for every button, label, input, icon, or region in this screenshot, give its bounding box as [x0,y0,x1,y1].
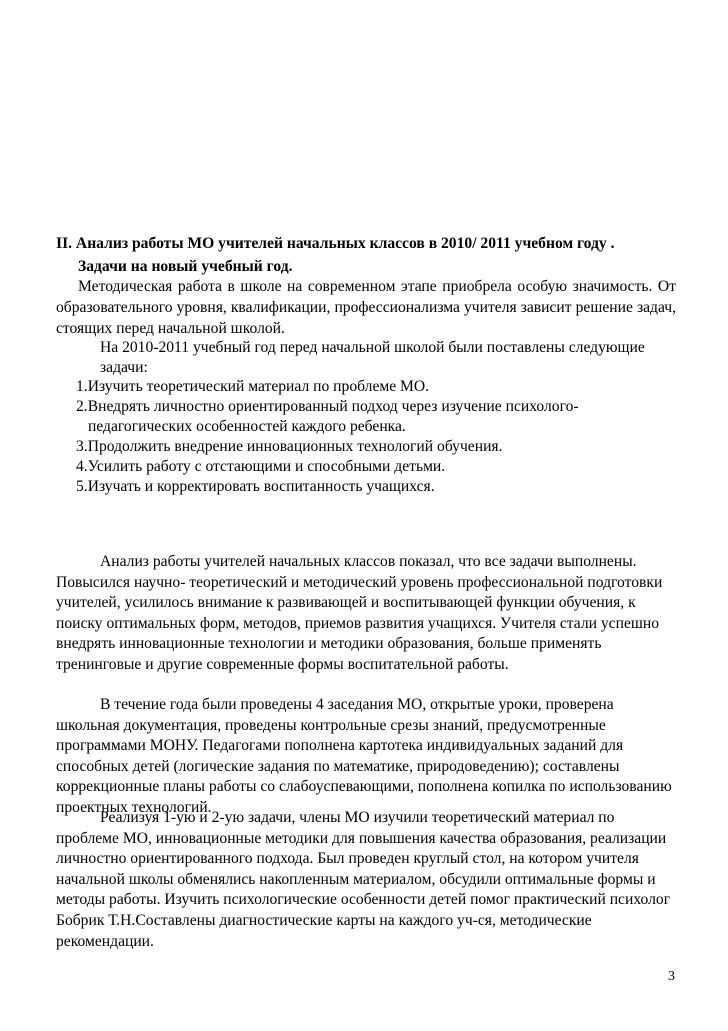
task-item: 2.Внедрять личностно ориентированный подход через изучение психолого-педагогических особенностей каждого ребенка. [76,398,579,435]
tasks-list [76,377,676,497]
implementation-paragraph: Реализуя 1-ую и 2-ую задачи, члены МО изучили теоретический материал по проблеме МО, инновационные методики для повышения качества образования, реализации личностно ориентированного подхода. Был проведен круглый стол, на котором учителя начальной школы обменялись накопленным материалом, обсудили оптимальные формы и методы работы. Изучить психологические особенности детей помог практический психолог Бобрик Т.Н.Составлены диагностические карты на каждого уч-ся, методические рекомендации. [56,809,671,950]
tasks-lead-paragraph: На 2010-2011 учебный год перед начальной школой были поставлены следующие задачи: [100,339,645,376]
task-item: 4.Усилить работу с отстающими и способными детьми. [76,458,446,475]
section-heading-line-1: II. Анализ работы МО учителей начальных классов в 2010/ 2011 учебном году . [56,235,615,252]
section-heading [56,232,678,278]
page-number: 3 [668,969,675,984]
intro-paragraph: Методическая работа в школе на современном этапе приобрела особую значимость. От образовательного уровня, квалификации, профессионализма учителя зависит решение задач, стоящих перед начальной школой. [56,278,676,337]
task-item: 1.Изучить теоретический материал по проблеме МО. [76,378,430,395]
section-heading-line-2: Задачи на новый учебный год. [78,258,293,275]
analysis-paragraph: Анализ работы учителей начальных классов показал, что все задачи выполнены. Повысился научно- теоретический и методический уровень профессиональной подготовки учителей, усилилось внимание к развивающей и воспитывающей функции обучения, к поиску оптимальных форм, методов, приемов развития учащихся. Учителя стали успешно внедрять инновационные технологии и методики образования, больше применять тренинговые и другие современные формы воспитательной работы. [56,553,663,673]
meetings-paragraph: В течение года были проведены 4 заседания МО, открытые уроки, проверена школьная документация, проведены контрольные срезы знаний, предусмотренные программами МОНУ. Педагогами пополнена картотека индивидуальных заданий для способных детей (логические задания по математике, природоведению); составлены коррекционные планы работы со слабоуспевающими, пополнена копилка по использованию проектных технологий. [56,696,672,816]
task-item: 3.Продолжить внедрение инновационных технологий обучения. [76,438,503,455]
task-item: 5.Изучать и корректировать воспитанность учащихся. [76,478,435,495]
document-page [56,0,676,1031]
